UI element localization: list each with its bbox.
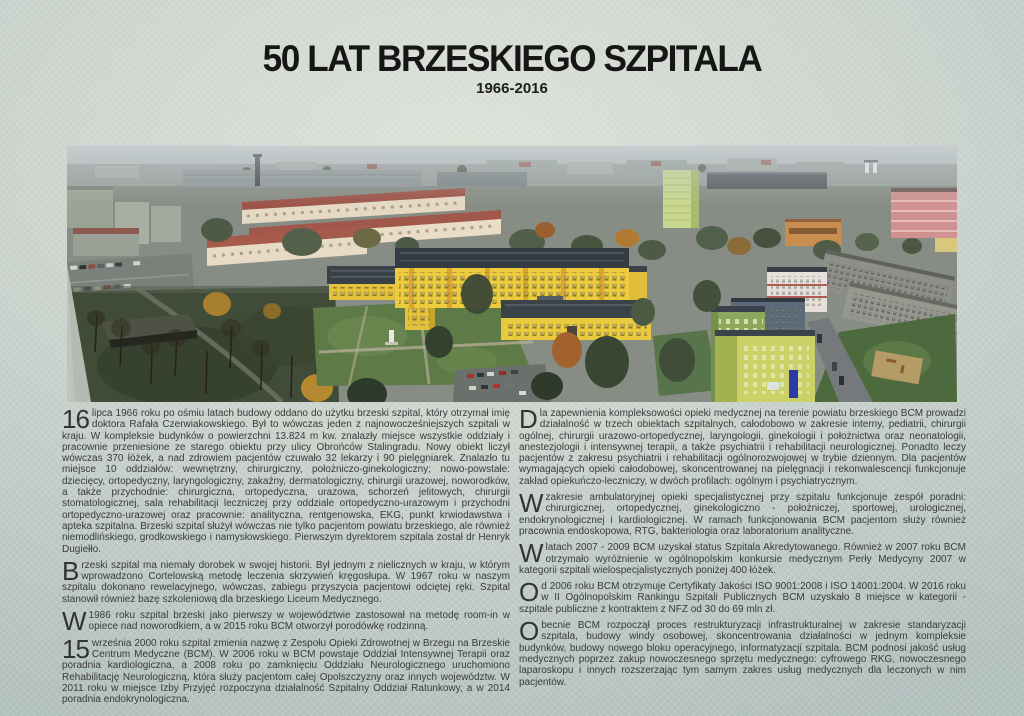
atmospheric-haze-overlay [67, 146, 957, 206]
paragraph [62, 555, 510, 605]
paragraph [519, 616, 966, 688]
dropcap: 15 [62, 633, 89, 664]
paragraph [519, 404, 966, 487]
paragraph-text: rzeski szpital ma niemały dorobek w swojej historii. Był jednym z nielicznych w kraju, w którym wprowadzono Cortelowską metodę leczenia skrzywień kręgosłupa. W 1967 roku w naszym szpitalu dokonano rewelacyjnego, wówczas, zabiegu przyszycia pacjentowi odciętej ręki. Szpital stanowił również bazę szkoleniową dla brzeskiego Liceum Medycznego. [62, 559, 510, 605]
main-building-roof [395, 248, 629, 268]
hospital-aerial-photo [67, 146, 957, 402]
paragraph-text: 1986 roku szpital brzeski jako pierwszy w województwie zastosował na metodę room-in w opiece nad noworodkiem, a w 2015 roku BCM otworzył porodówkę rodzinną. [88, 610, 510, 633]
paragraph [519, 538, 966, 576]
paragraph-text: lipca 1966 roku po ośmiu latach budowy oddano do użytku brzeski szpital, który otrzymał imię doktora Rafała Czerwiakowskiego. Był to wówczas jeden z najnowocześniejszych szpitali w kraju. W kompleksie budynków o powierzchni 13.824 m kw. znalazły miejsce wszystkie oddziały i pracownie przeniesione ze starego obiektu przy ulicy Obrońców Stalingradu. Nowy obiekt liczył wówczas 370 łóżek, a nad zdrowiem pacjentów czuwało 32 lekarzy i 90 pielęgniarek. Znalazło tu miejsce 10 oddziałów: wewnętrzny, chirurgiczny, położniczo-ginekologiczny; nowo-powstałe: dziecięcy, ortopedyczny, laryngologiczny, zakaźny, dermatologiczny, chirurgii urazowej, noworodków, a także przychodnie: chirurgiczna, ortopedyczna, urazowa, schorzeń jelitowych, chirurgii stomatologicznej, sala rehabilitacji leczniczej przy oddziale ortopedyczno-urazowym i przychodni ortopedyczno-urazowej oraz pracownie: analityczna, rentgenowska, EKG, punkt krwiodawstwa i apteka szpitalna. Brzeski szpital służył wówczas nie tylko pacjentom powiatu brzeskiego, ale również niemodlińskiego, grodkowskiego i namysłowskiego. Pierwszym dyrektorem szpitala został dr Henryk Dugiełło. [62, 408, 510, 555]
paragraph-text: zakresie ambulatoryjnej opieki specjalistycznej przy szpitalu funkcjonuje zespół poradni: chirurgicznej, ortopedycznej, ginekologiczno - położniczej, sportowej, urologicznej, endokrynologicznej i kardiologicznej. W ramach funkcjonowania BCM pacjentom służy również pracownia endoskopowa, RTG, bakteriologia oraz laboratorium analityczne. [519, 492, 966, 537]
dropcap: W [62, 606, 86, 637]
dropcap: O [519, 577, 539, 608]
front-wing-roof [501, 300, 651, 318]
paragraph-text: września 2000 roku szpital zmienia nazwę z Zespołu Opieki Zdrowotnej w Brzegu na Brzeskie Centrum Medyczne (BCM). W 2006 roku w BCM powstaje Oddział Intensywnej Terapii oraz poradnia kardiologiczna, a 2008 roku po zamknięciu Oddziału Neurologicznego uruchomiono Rehabilitację Neurologiczną, która służy pacjentom całej Opolszczyzny oraz innych województw. W 2011 roku w miejsce Izby Przyjęć rozpoczyna działalność Szpitalny Oddział Ratunkowy, a w 2014 poradnia endokrynologiczna. [62, 637, 510, 706]
poster-header [0, 40, 1024, 96]
paragraph [62, 404, 510, 555]
paragraph-text: becnie BCM rozpoczął proces restrukturyzacji infrastrukturalnej w zakresie standaryzacji szpitala, budowy windy osobowej, skoncentrowania działalności w jednym kompleksie budynków, budowy nowego bloku operacyjnego, informatyzacji szpitala. BCM podnosi jakość usług medycznych poprzez zakup nowoczesnego sprzętu medycznego: cyfrowego RKG, nowoczesnego laparoskopu i innych rozszerzając tym samym zakres usług medycznych dla leczonych w nim pacjentów. [519, 620, 966, 688]
paragraph-text: d 2006 roku BCM otrzymuje Certyfikaty Jakości ISO 9001:2008 i ISO 14001:2004. W 2016 roku w II Ogólnopolskim Rankingu Szpitali Publicznych BCM uzyskało 8 miejsce w kategorii - szpitale publiczne z kontraktem z NFZ od 30 do 69 mln zł. [519, 581, 966, 615]
dropcap: D [519, 404, 537, 434]
pale-yellow-building [935, 238, 957, 252]
blue-vertical-sign [789, 370, 798, 398]
paragraph [519, 488, 966, 537]
monument [389, 330, 394, 343]
park-with-bare-trees [67, 286, 339, 402]
paragraph [62, 606, 510, 637]
paragraph-text: latach 2007 - 2009 BCM uzyskał status Szpitala Akredytowanego. Również w 2007 roku BCM otrzymało wyróżnienie w ogólnopolskim konkursie medycznym Perły Medycyny 2007 w kategorii szpitali wielospecjalistycznych poniżej 400 łóżek. [519, 542, 966, 576]
article-right-column [519, 404, 966, 693]
golden-tree [203, 292, 231, 316]
paragraph [519, 577, 966, 615]
page-subtitle: 1966-2016 [476, 79, 548, 97]
dropcap: 16 [62, 404, 89, 434]
paragraph [62, 633, 510, 706]
dropcap: O [519, 616, 539, 647]
paragraph-text: la zapewnienia kompleksowości opieki medycznej na terenie powiatu brzeskiego BCM prowadzi działalność w trzech obiektach szpitalnych, całodobowo w zakresie interny, pediatrii, chirurgii ogólnej, chirurgii urazowo-ortopedycznej, laryngologii, ginekologii i położnictwa oraz neonatologii, anestezjologii i intensywnej terapii, a także psychiatrii i rehabilitacji neurologicznej. Ponadto leczy pacjentów z zakresu psychiatrii i rehabilitacji ogólnorozwojowej w trybie dziennym. Dla pacjentów wymagających opieki całodobowej, skoncentrowanej na pielęgnacji i rekonwalescencji funkcjonuje zakład opiekuńczo-leczniczy, w dwóch profilach: ogólnym i psychiatrycznym. [519, 408, 966, 487]
article-left-column [62, 404, 510, 710]
dropcap: W [519, 488, 543, 519]
page-title: 50 LAT BRZESKIEGO SZPITALA [262, 38, 762, 79]
dropcap: B [62, 555, 79, 586]
dropcap: W [519, 538, 543, 569]
aerial-photo-illustration [67, 146, 957, 402]
